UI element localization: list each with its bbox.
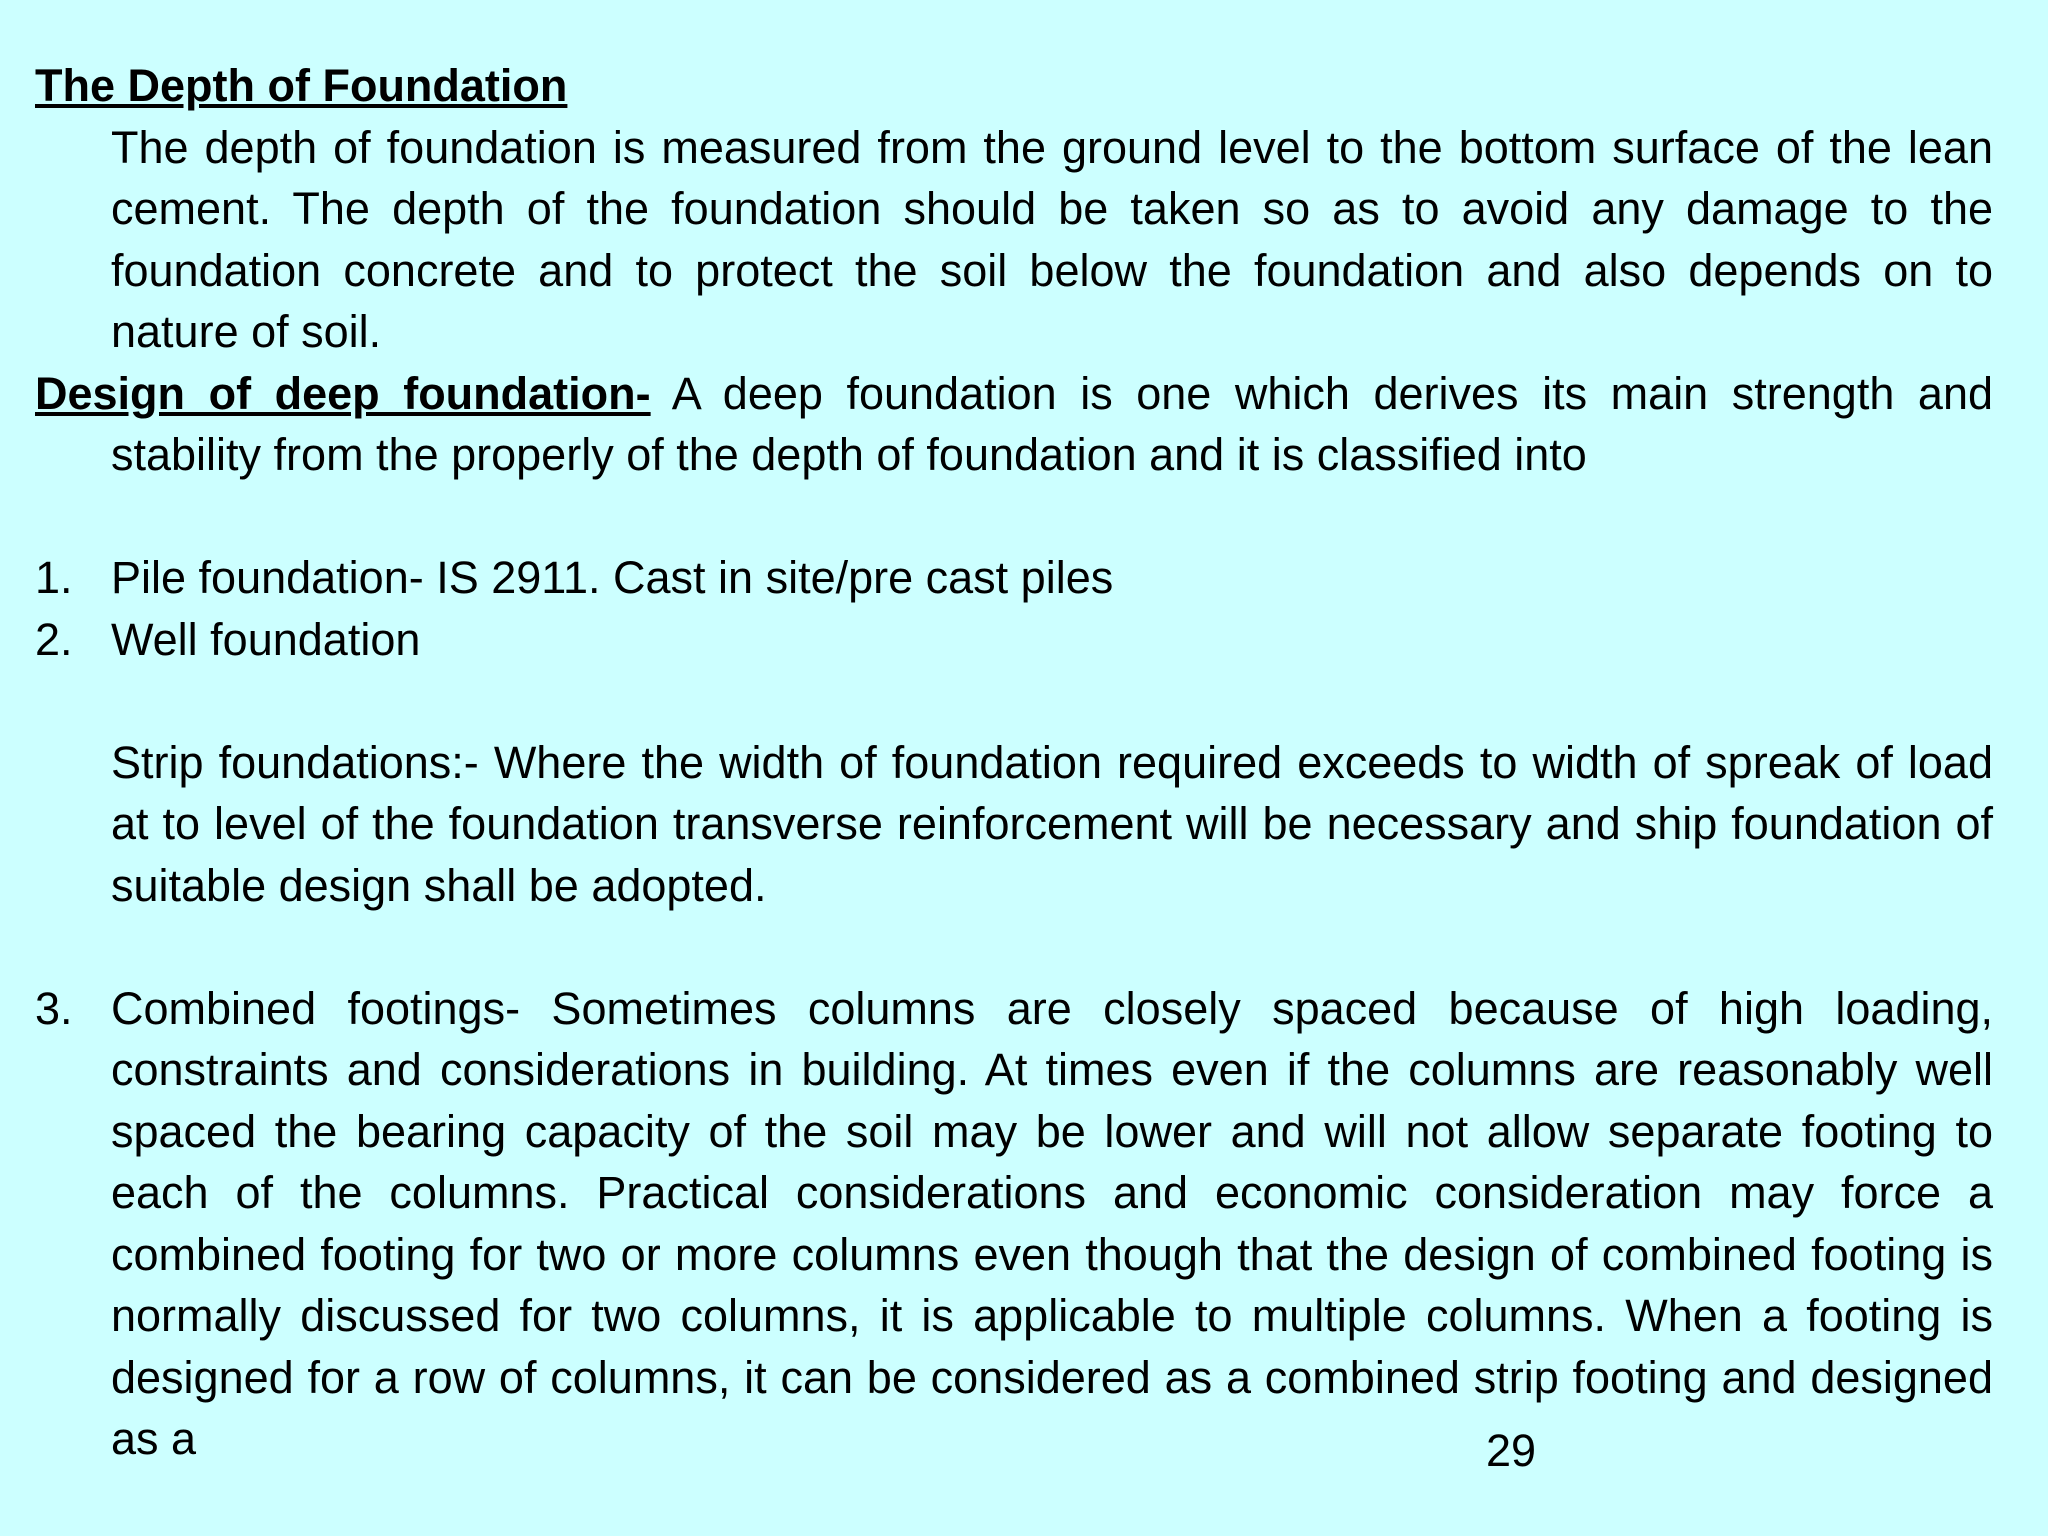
list-item-number: 1.: [35, 552, 73, 603]
strip-foundations-paragraph: Strip foundations:- Where the width of foundation required exceeds to width of spreak of load at to level of the foundation transverse reinforcement will be necessary and ship foundation of suitable design shall be adopted.: [111, 736, 1993, 911]
list-item-text: Well foundation: [111, 613, 421, 665]
depth-of-foundation-heading: The Depth of Foundation: [35, 60, 568, 111]
deep-foundation-paragraph: [35, 363, 1993, 486]
spacer: [35, 486, 1993, 548]
deep-foundation-heading: Design of deep foundation-: [35, 367, 651, 419]
page-number: 29: [1486, 1425, 1537, 1476]
depth-of-foundation-paragraph: The depth of foundation is measured from the ground level to the bottom surface of the lean cement. The depth of the foundation should be taken so as to avoid any damage to the foundation concrete and to protect the soil below the foundation and also depends on to nature of soil.: [111, 121, 1993, 357]
list-item: [35, 609, 1993, 671]
spacer: [35, 670, 1993, 732]
list-item-number: 2.: [35, 613, 73, 665]
combined-footings-text: Combined footings- Sometimes columns are closely spaced because of high loading, constraints and considerations in building. At times even if the columns are reasonably well spaced the bearing capacity of the soil may be lower and will not allow separate footing to each of the columns. Practical considerations and economic consideration may force a combined footing for two or more columns even though that the design of combined footing is normally discussed for two columns, it is applicable to multiple columns. When a footing is designed for a row of columns, it can be considered as a combined strip footing and designed as a: [111, 982, 1993, 1464]
deep-foundation-text: A deep foundation is one which derives its main strength and stability from the properly of the depth of foundation and it is classified into: [111, 367, 1994, 480]
list-item: [35, 547, 1993, 609]
slide-content: [35, 55, 1993, 1470]
foundation-type-list: [35, 547, 1993, 670]
spacer: [35, 916, 1993, 978]
combined-footings-paragraph: [35, 978, 1993, 1470]
combined-footings-number: 3.: [35, 982, 73, 1034]
list-item-text: Pile foundation- IS 2911. Cast in site/pre cast piles: [111, 552, 1114, 603]
